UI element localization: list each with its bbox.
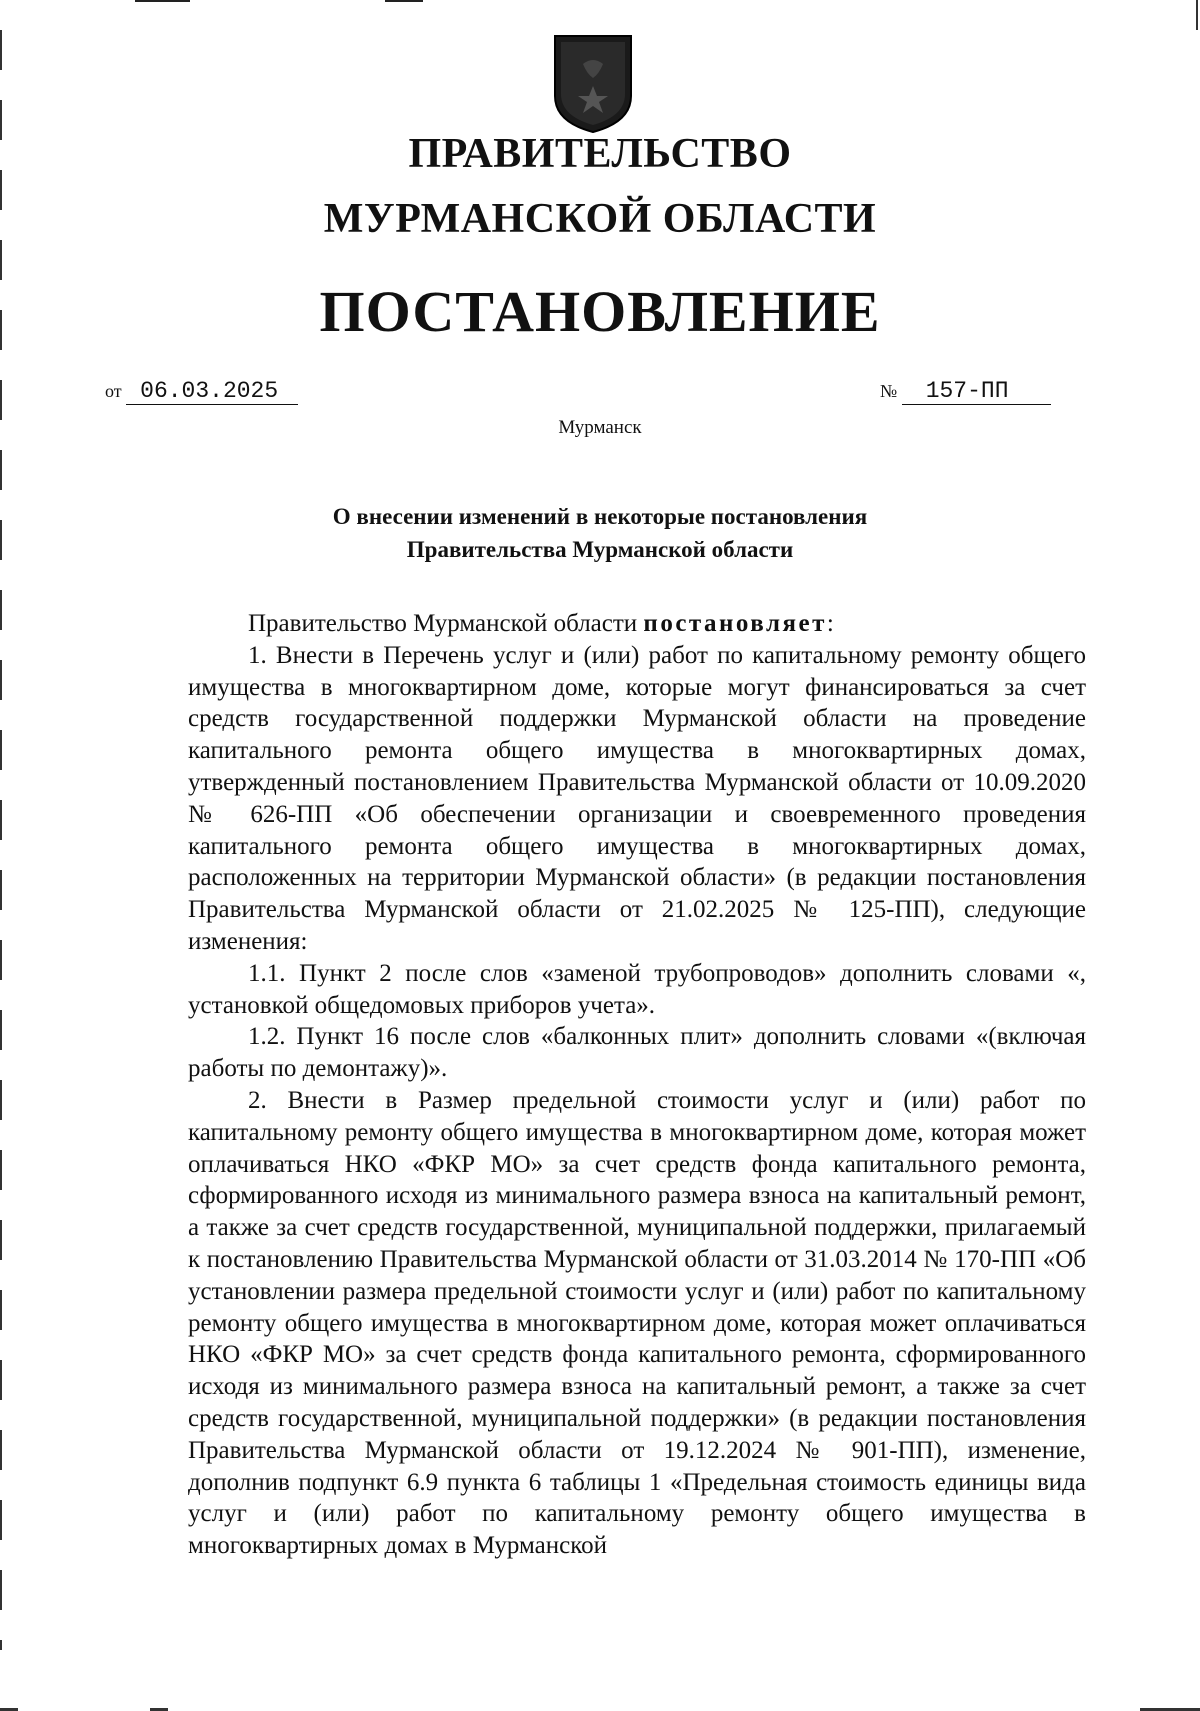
number-value: 157-ПП [902,378,1051,405]
number-row [880,378,1051,405]
paragraph-1: 1. Внести в Перечень услуг и (или) работ по капитальному ремонту общего имущества в многоквартирном доме, которые могут финансироваться за счет средств государственной поддержки Мурманской области на проведение капитального ремонта общего имущества в многоквартирных домах, утвержденный постановлением Правительства Мурманской области от 10.09.2020 № 626-ПП «Об обеспечении организации и своевременного проведения капитального ремонта общего имущества в многоквартирных домах, расположенных на территории Мурманской области» (в редакции постановления Правительства Мурманской области от 21.02.2025 № 125-ПП), следующие изменения: [188,641,1086,955]
paragraph-1-1: 1.1. Пункт 2 после слов «заменой трубопроводов» дополнить словами «, установкой общедомовых приборов учета». [188,959,1086,1019]
city: Мурманск [558,417,642,438]
doc-type-title: ПОСТАНОВЛЕНИЕ [319,279,881,344]
intro-keyword: постановляет [643,610,827,637]
date-label: от [105,381,122,401]
intro-paragraph [188,608,1086,640]
intro-prefix: Правительство Мурманской области [248,610,644,637]
intro-suffix: : [826,610,834,637]
paragraph-2: 2. Внести в Размер предельной стоимости услуг и (или) работ по капитальному ремонту общего имущества в многоквартирном доме, которая может оплачиваться НКО «ФКР МО» за счет средств фонда капитального ремонта, сформированного исходя из минимального размера взноса на капитальный ремонт, а также за счет средств государственной, муниципальной поддержки, прилагаемый к постановлению Правительства Мурманской области от 31.03.2014 № 170-ПП «Об установлении размера предельной стоимости услуг и (или) работ по капитальному ремонту общего имущества в многоквартирном доме, которая может оплачиваться НКО «ФКР МО» за счет средств фонда капитального ремонта, сформированного исходя из минимального размера взноса на капитальный ремонт, а также за счет средств государственной, муниципальной поддержки» (в редакции постановления Правительства Мурманской области от 19.12.2024 № 901-ПП), изменение, дополнив подпункт 6.9 пункта 6 таблицы 1 «Предельная стоимость единицы вида услуг и (или) работ по капитальному ремонту общего имущества в многоквартирных домах в Мурманской [188,1086,1086,1560]
subject-line1: О внесении изменений в некоторые постановления [332,504,868,529]
scan-top-marks [0,0,1200,6]
org-title-line1: ПРАВИТЕЛЬСТВО [408,131,792,177]
number-label: № [880,381,898,401]
scan-right-edge [1196,0,1198,30]
coat-of-arms-icon [553,34,633,134]
subject-line2: Правительства Мурманской области [406,537,794,562]
date-value: 06.03.2025 [126,378,298,405]
paragraph-1-2: 1.2. Пункт 16 после слов «балконных плит» дополнить словами «(включая работы по демонтажу)». [188,1023,1086,1083]
subject-heading [0,500,1200,566]
scan-left-edge [0,30,2,1650]
org-title-line2: МУРМАНСКОЙ ОБЛАСТИ [323,196,877,242]
document-body [188,608,1086,1562]
date-row [105,378,298,405]
scan-bottom-marks [0,1703,1200,1711]
